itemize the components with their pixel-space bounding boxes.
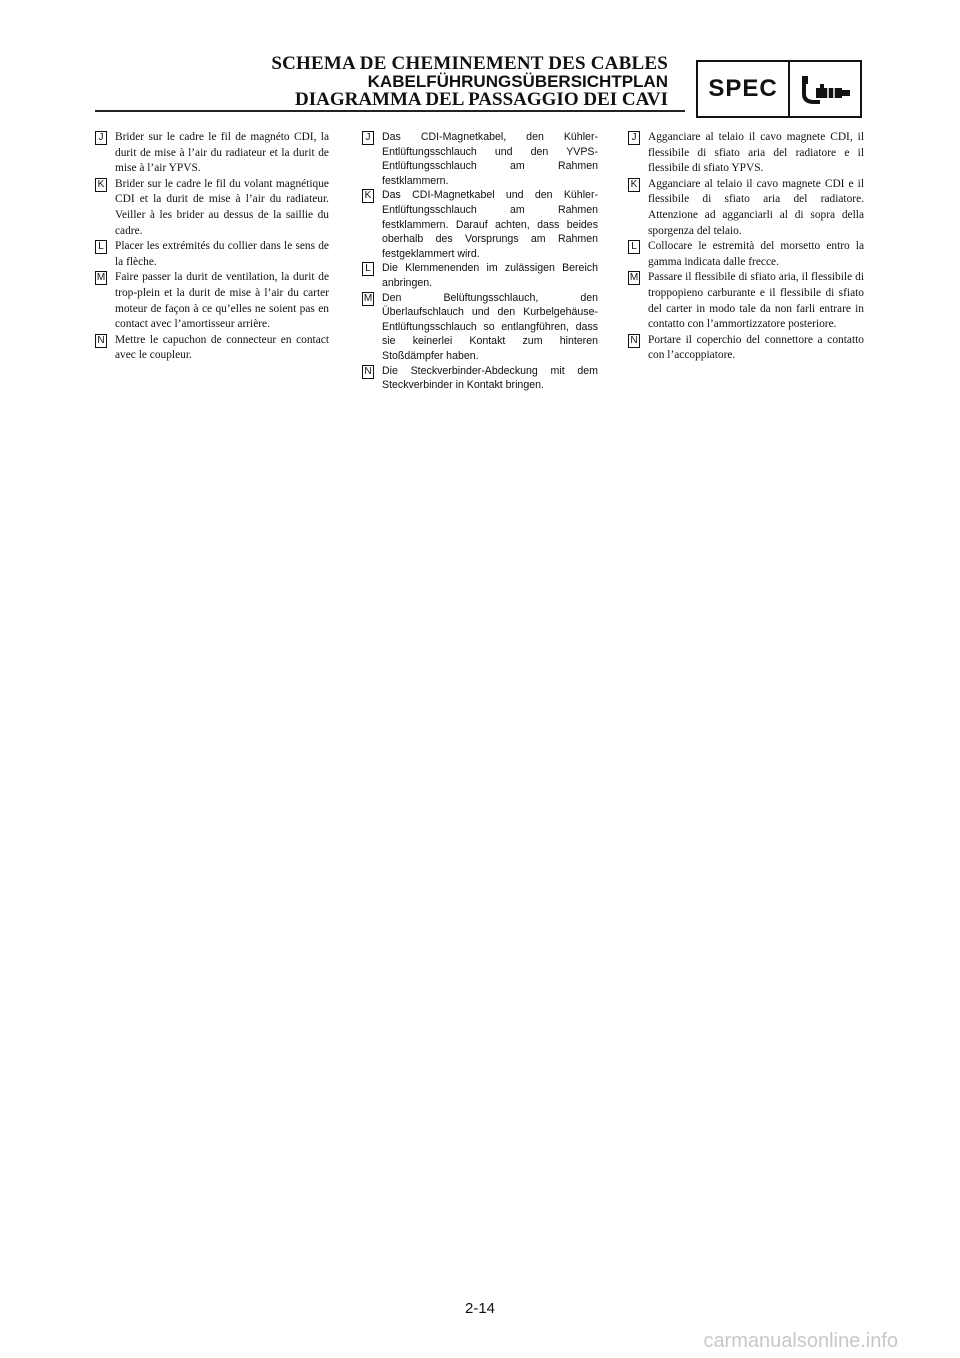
marker-box: J [628, 131, 640, 145]
title-german: KABELFÜHRUNGSÜBERSICHTPLAN [367, 72, 668, 91]
list-item [362, 261, 598, 290]
list-item [95, 333, 329, 364]
list-item [95, 270, 329, 332]
item-text: Agganciare al telaio il cavo magnete CDI e il flessibile di sfiato aria del radiatore. Attenzione ad agganciarli al di sopra della sporgenza del telaio. [648, 177, 864, 237]
list-item [628, 333, 864, 364]
list-item [628, 239, 864, 270]
item-text: Die Klemmenenden im zulässigen Bereich anbringen. [382, 262, 598, 289]
list-item [628, 130, 864, 177]
marker-box: J [362, 131, 374, 145]
header-divider [95, 110, 685, 112]
item-text: Das CDI-Magnetkabel und den Kühler-Entlüftungsschlauch am Rahmen festklammern. Darauf achten, dass beides oberhalb des Vorsprungs am Rahmen festgeklammert wird. [382, 189, 598, 260]
item-text: Faire passer la durit de ventilation, la durit de trop-plein et la durit de mise à l’air du carter moteur de façon à ce qu’elles ne soient pas en contact avec l’amortisseur arrière. [115, 271, 329, 331]
marker-box: N [362, 365, 374, 379]
list-item [628, 177, 864, 239]
marker-box: N [628, 334, 640, 348]
title-french: SCHEMA DE CHEMINEMENT DES CABLES [271, 53, 668, 74]
marker-box: K [362, 189, 374, 203]
list-item [95, 130, 329, 177]
item-text: Brider sur le cadre le fil du volant magnétique CDI et la durit de mise à l’air du radiateur. Veiller à les brider au dessus de la saillie du cadre. [115, 177, 329, 237]
item-text: Mettre le capuchon de connecteur en contact avec le coupleur. [115, 333, 329, 362]
item-text: Passare il flessibile di sfiato aria, il flessibile di troppopieno carburante e il flessibile di sfiato del carter in modo tale da non farli entrare in contatto con l’ammortizzatore posteriore. [648, 271, 864, 331]
list-item [95, 177, 329, 239]
page-number: 2-14 [464, 1300, 496, 1317]
item-text: Placer les extrémités du collier dans le sens de la flèche. [115, 240, 329, 268]
item-text: Das CDI-Magnetkabel, den Kühler-Entlüftungsschlauch und den YVPS-Entlüftungsschlauch am Rahmen festklammern. [382, 131, 598, 187]
column-french [95, 130, 329, 364]
column-german [362, 130, 598, 393]
item-text: Den Belüftungsschlauch, den Überlaufschlauch und den Kurbelgehäuse-Entlüftungsschlauch so entlangführen, dass sie keinerlei Kontakt zum hinteren Stoßdämpfer haben. [382, 291, 598, 362]
list-item [362, 364, 598, 393]
item-text: Agganciare al telaio il cavo magnete CDI, il flessibile di sfiato aria del radiatore e il flessibile di sfiato YPVS. [648, 131, 864, 175]
spec-label: SPEC [698, 62, 790, 116]
marker-box: M [96, 272, 106, 284]
marker-box: J [95, 131, 107, 145]
list-item [95, 239, 329, 270]
watermark: carmanualsonline.info [703, 1330, 898, 1352]
marker-box: L [95, 240, 107, 254]
list-item [362, 291, 598, 364]
marker-box: L [362, 262, 374, 276]
item-text: Portare il coperchio del connettore a contatto con l’accoppiatore. [648, 333, 864, 362]
marker-box: N [95, 334, 107, 348]
item-text: Brider sur le cadre le fil de magnéto CDI, la durit de mise à l’air du radiateur et la durit de mise à l’air YPVS. [115, 131, 329, 175]
spec-badge [696, 60, 862, 118]
list-item [362, 130, 598, 188]
item-text: Die Steckverbinder-Abdeckung mit dem Steckverbinder in Kontakt bringen. [382, 364, 598, 392]
marker-box: K [628, 178, 640, 192]
marker-box: M [363, 292, 373, 304]
item-text: Collocare le estremità del morsetto entro la gamma indicata dalle frecce. [648, 240, 864, 268]
list-item [362, 188, 598, 261]
marker-box: M [629, 272, 639, 284]
micrometer-icon [794, 72, 854, 113]
title-italian: DIAGRAMMA DEL PASSAGGIO DEI CAVI [294, 89, 668, 110]
page-header [271, 54, 668, 110]
marker-box: L [628, 240, 640, 254]
marker-box: K [95, 178, 107, 192]
column-italian [628, 130, 864, 364]
list-item [628, 270, 864, 332]
